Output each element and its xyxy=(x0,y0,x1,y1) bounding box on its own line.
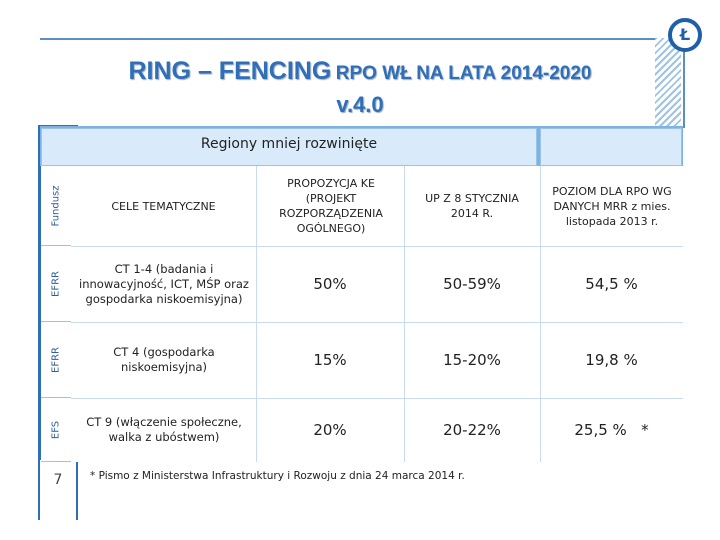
side-label-row-2-text: EFRR xyxy=(50,346,62,373)
title-part-2: RPO WŁ xyxy=(335,63,412,84)
row-1-proposal: 50% xyxy=(313,275,347,293)
row-2-rpo: 19,8 % xyxy=(585,351,638,369)
slide-title xyxy=(40,56,680,120)
title-part-3: NA LATA 2014-2020 xyxy=(416,63,592,84)
footnote: * Pismo z Ministerstwa Infrastruktury i Rozwoju z dnia 24 marca 2014 r. xyxy=(90,470,465,482)
title-version: v.4.0 xyxy=(336,92,384,117)
row-3-rpo: 25,5 % * xyxy=(574,421,649,439)
row-1-goal: CT 1-4 (badania i innowacyjność, ICT, MŚP oraz gospodarka niskoemisyjna) xyxy=(79,261,249,306)
page-number: 7 xyxy=(53,472,63,488)
header-right-box xyxy=(540,128,682,166)
title-part-1: RING – FENCING xyxy=(128,57,332,85)
lodz-logo-icon: Ł xyxy=(668,18,702,52)
side-label-fund-text: Fundusz xyxy=(50,184,62,227)
side-label-fund xyxy=(41,166,71,246)
side-label-row-2 xyxy=(41,322,71,398)
row-2-goal: CT 4 (gospodarka niskoemisyjna) xyxy=(113,345,215,374)
row-1-rpo: 54,5 % xyxy=(585,275,638,293)
side-label-row-1-text: EFRR xyxy=(50,270,62,297)
column-header-rpo: POZIOM DLA RPO WG DANYCH MRR z mies. listopada 2013 r. xyxy=(552,184,672,228)
row-3-goal: CT 9 (włączenie społeczne, walka z ubóstwem) xyxy=(86,415,242,444)
column-header-up: UP Z 8 STYCZNIA 2014 R. xyxy=(425,192,519,220)
frame-top-line xyxy=(40,38,684,40)
column-header-goals: CELE TEMATYCZNE xyxy=(111,199,216,213)
row-2-up: 15-20% xyxy=(443,351,501,369)
side-label-row-1 xyxy=(41,246,71,322)
row-2-proposal: 15% xyxy=(313,351,347,369)
side-label-row-3-text: EFS xyxy=(50,420,62,439)
header-regions-label: Regiony mniej rozwinięte xyxy=(200,136,378,152)
row-1-up: 50-59% xyxy=(443,275,501,293)
row-3-proposal: 20% xyxy=(313,421,347,439)
column-header-proposal: PROPOZYCJA KE (PROJEKT ROZPORZĄDZENIA OGÓLNEGO) xyxy=(279,177,383,235)
row-3-up: 20-22% xyxy=(443,421,501,439)
side-label-row-3 xyxy=(41,398,71,462)
page-number-box xyxy=(40,460,76,520)
